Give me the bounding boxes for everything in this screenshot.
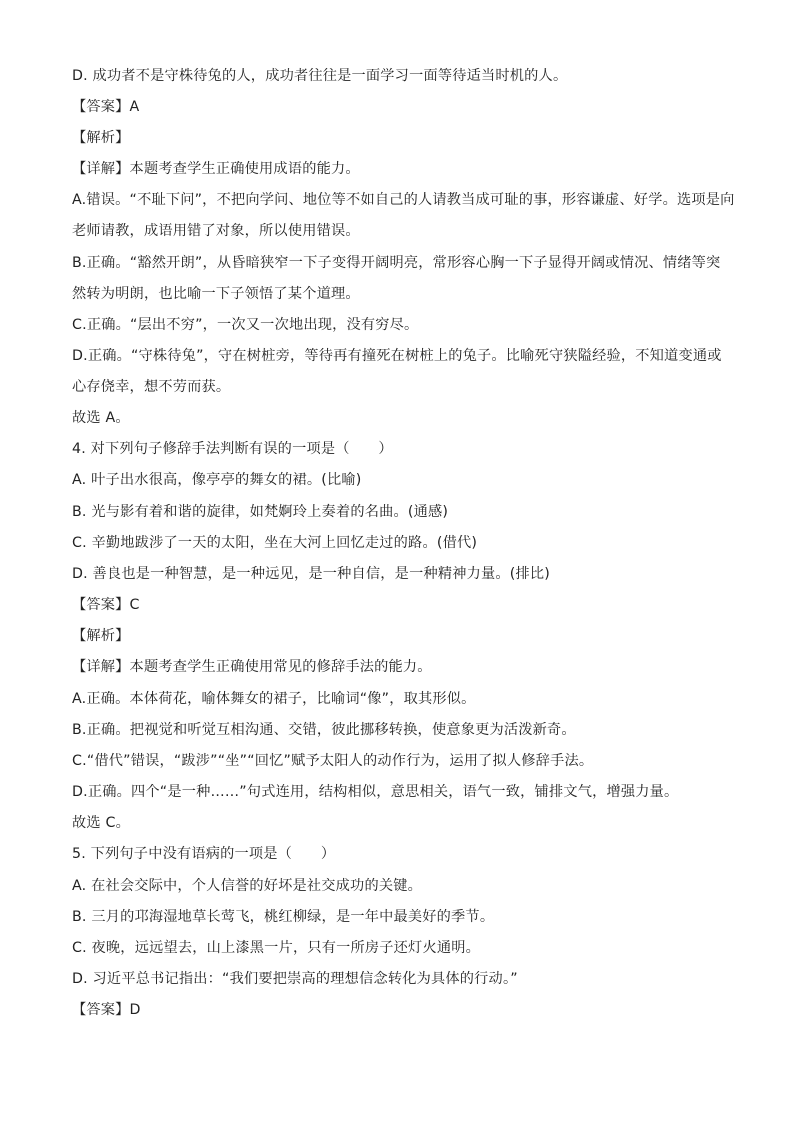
option-a: A. 叶子出水很高，像亭亭的舞女的裙。(比喻) [72,472,362,488]
text-line: A.错误。“不耻下问”，不把向学问、地位等不如自己的人请教当成可耻的事，形容谦虚、好学。选项是向 [72,192,735,208]
text-line: D.正确。“守株待兔”，守在树桩旁，等待再有撞死在树桩上的兔子。比喻死守狭隘经验，不知道变通或 [72,348,722,364]
text-line: 心存侥幸，想不劳而获。 [72,379,231,395]
text-line: D. 成功者不是守株待兔的人，成功者往往是一面学习一面等待适当时机的人。 [72,68,568,84]
option-c: C. 辛勤地跋涉了一天的太阳，坐在大河上回忆走过的路。(借代) [72,535,478,551]
detail-line: 【详解】本题考查学生正确使用常见的修辞手法的能力。 [72,659,432,675]
text-line: B.正确。“豁然开朗”，从昏暗狭窄一下子变得开阔明亮，常形容心胸一下子显得开阔或情况、情绪等突 [72,255,721,271]
text-line: C.“借代”错误，“跋涉”“坐”“回忆”赋予太阳人的动作行为，运用了拟人修辞手法。 [72,753,594,769]
option-b: B. 三月的邛海湿地草长莺飞，桃红柳绿，是一年中最美好的季节。 [72,909,495,925]
text-line: D.正确。四个“是一种……”句式连用，结构相似，意思相关，语气一致，铺排文气，增强力量。 [72,784,679,800]
text-line: A.正确。本体荷花，喻体舞女的裙子，比喻词“像”，取其形似。 [72,691,476,707]
answer-label: 【答案】C [72,597,140,613]
option-d: D. 习近平总书记指出：“我们要把崇高的理想信念转化为具体的行动。” [72,971,518,987]
answer-label: 【答案】A [72,99,140,115]
question-5: 5. 下列句子中没有语病的一项是（ ） [72,846,336,862]
option-b: B. 光与影有着和谐的旋律，如梵婀玲上奏着的名曲。(通感) [72,504,449,520]
option-c: C. 夜晚，远远望去，山上漆黑一片，只有一所房子还灯火通明。 [72,940,480,956]
text-line: 然转为明朗，也比喻一下子领悟了某个道理。 [72,286,360,302]
text-line: 故选 A。 [72,410,130,426]
text-line: B.正确。把视觉和听觉互相沟通、交错，彼此挪移转换，使意象更为活泼新奇。 [72,722,576,738]
question-4: 4. 对下列句子修辞手法判断有误的一项是（ ） [72,441,393,457]
analysis-label: 【解析】 [72,628,130,644]
answer-label: 【答案】D [72,1002,141,1018]
detail-line: 【详解】本题考查学生正确使用成语的能力。 [72,161,360,177]
option-d: D. 善良也是一种智慧，是一种远见，是一种自信，是一种精神力量。(排比) [72,566,551,582]
text-line: 老师请教，成语用错了对象，所以使用错误。 [72,223,360,239]
analysis-label: 【解析】 [72,130,130,146]
option-a: A. 在社会交际中，个人信誉的好坏是社交成功的关键。 [72,878,422,894]
text-line: C.正确。“层出不穷”，一次又一次地出现，没有穷尽。 [72,317,419,333]
text-line: 故选 C。 [72,815,130,831]
